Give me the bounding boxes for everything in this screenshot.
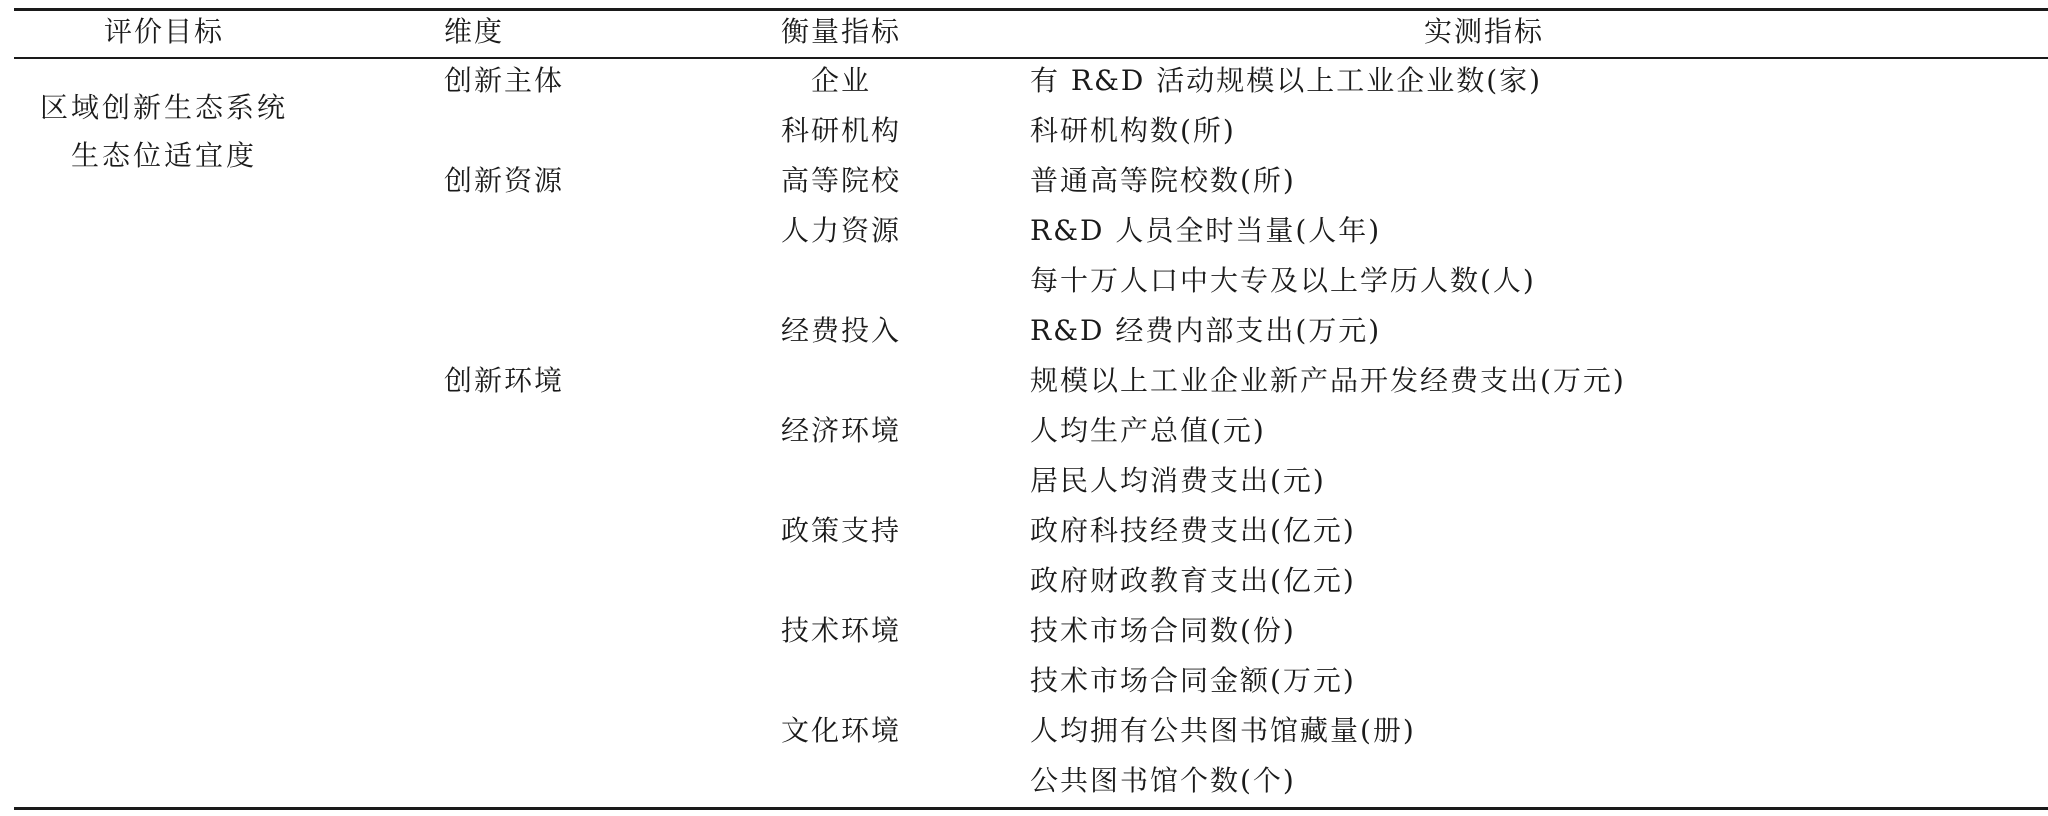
metric-cell: 经费投入 bbox=[780, 314, 901, 347]
metric-cell: 政策支持 bbox=[780, 514, 901, 547]
table-bottom-rule bbox=[14, 807, 2048, 810]
metric-cell: 经济环境 bbox=[780, 414, 901, 447]
evaluation-target-line2: 生态位适宜度 bbox=[70, 139, 257, 172]
metric-cell: 科研机构 bbox=[780, 114, 901, 147]
measured-indicator-cell: 普通高等院校数(所) bbox=[1030, 164, 1296, 197]
measured-indicator-cell: 政府财政教育支出(亿元) bbox=[1030, 564, 1356, 597]
measured-indicator-cell: 居民人均消费支出(元) bbox=[1030, 464, 1326, 497]
measured-indicator-cell: 有 R&D 活动规模以上工业企业数(家) bbox=[1030, 64, 1543, 97]
metric-cell: 高等院校 bbox=[780, 164, 901, 197]
evaluation-target-line1: 区域创新生态系统 bbox=[39, 91, 288, 124]
measured-indicator-cell: 公共图书馆个数(个) bbox=[1030, 764, 1296, 797]
measured-indicator-cell: 规模以上工业企业新产品开发经费支出(万元) bbox=[1030, 364, 1626, 397]
measured-indicator-cell: 科研机构数(所) bbox=[1030, 114, 1236, 147]
dimension-cell: 创新环境 bbox=[444, 364, 565, 397]
metric-cell: 企业 bbox=[810, 64, 871, 97]
measured-indicator-cell: 人均拥有公共图书馆藏量(册) bbox=[1030, 714, 1416, 747]
header-evaluation-target: 评价目标 bbox=[103, 15, 224, 48]
measured-indicator-cell: 人均生产总值(元) bbox=[1030, 414, 1266, 447]
table-top-rule bbox=[14, 8, 2048, 11]
dimension-cell: 创新主体 bbox=[444, 64, 565, 97]
measured-indicator-cell: R&D 人员全时当量(人年) bbox=[1030, 214, 1382, 247]
dimension-cell: 创新资源 bbox=[444, 164, 565, 197]
metric-cell: 人力资源 bbox=[780, 214, 901, 247]
measured-indicator-cell: 政府科技经费支出(亿元) bbox=[1030, 514, 1356, 547]
metric-cell: 技术环境 bbox=[780, 614, 901, 647]
table-header-rule bbox=[14, 57, 2048, 59]
measured-indicator-cell: R&D 经费内部支出(万元) bbox=[1030, 314, 1382, 347]
header-metric: 衡量指标 bbox=[780, 15, 901, 48]
measured-indicator-cell: 技术市场合同金额(万元) bbox=[1030, 664, 1356, 697]
measured-indicator-cell: 技术市场合同数(份) bbox=[1030, 614, 1296, 647]
indicator-table bbox=[14, 8, 2048, 810]
header-dimension: 维度 bbox=[444, 15, 505, 48]
metric-cell: 文化环境 bbox=[780, 714, 901, 747]
measured-indicator-cell: 每十万人口中大专及以上学历人数(人) bbox=[1030, 264, 1536, 297]
header-measured-indicator: 实测指标 bbox=[1423, 15, 1544, 48]
